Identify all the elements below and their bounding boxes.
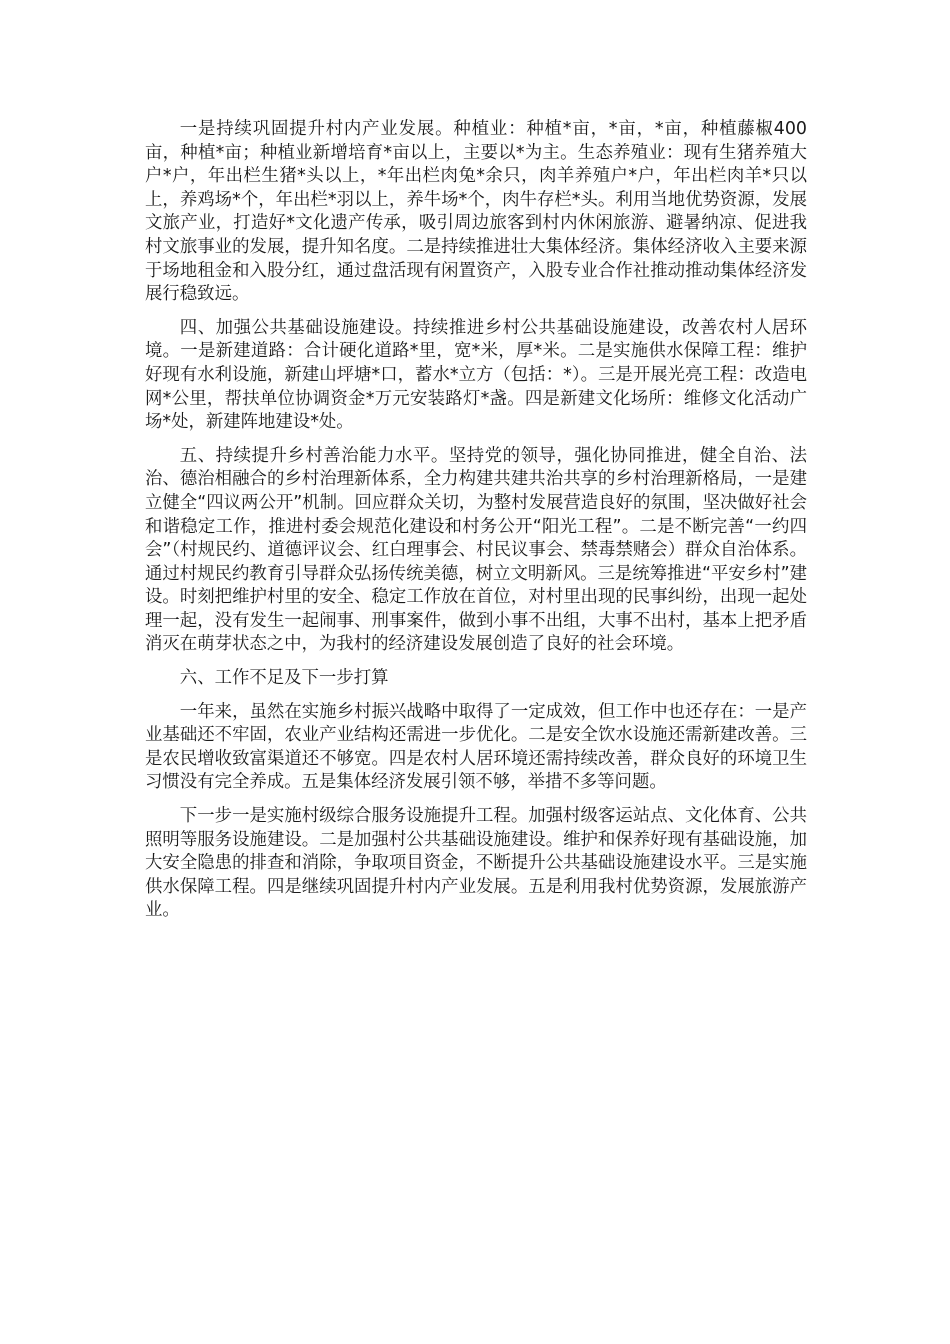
document-body xyxy=(145,118,807,933)
paragraph-public-infrastructure: 四、加强公共基础设施建设。持续推进乡村公共基础设施建设，改善农村人居环境。一是新建道路：合计硬化道路*里，宽*米，厚*米。二是实施供水保障工程：维护好现有水利设施，新建山坪塘*口，蓄水*立方（包括：*）。三是开展光亮工程：改造电网*公里，帮扶单位协调资金*万元安装路灯*盏。四是新建文化场所：维修文化活动广场*处，新建阵地建设*处。 xyxy=(145,317,807,433)
paragraph-rural-governance: 五、持续提升乡村善治能力水平。坚持党的领导，强化协同推进，健全自治、法治、德治相融合的乡村治理新体系，全力构建共建共治共享的乡村治理新格局，一是建立健全“四议两公开”机制。回应群众关切，为整村发展营造良好的氛围，坚决做好社会和谐稳定工作，推进村委会规范化建设和村务公开“阳光工程”。二是不断完善“一约四会”（村规民约、道德评议会、红白理事会、村民议事会、禁毒禁赌会）群众自治体系。通过村规民约教育引导群众弘扬传统美德，树立文明新风。三是统筹推进“平安乡村”建设。时刻把维护村里的安全、稳定工作放在首位，对村里出现的民事纠纷，出现一起处理一起，没有发生一起闹事、刑事案件，做到小事不出组，大事不出村，基本上把矛盾消灭在萌芽状态之中，为我村的经济建设发展创造了良好的社会环境。 xyxy=(145,445,807,655)
paragraph-shortcomings: 一年来，虽然在实施乡村振兴战略中取得了一定成效，但工作中也还存在：一是产业基础还不牢固，农业产业结构还需进一步优化。二是安全饮水设施还需新建改善。三是农民增收致富渠道还不够宽。四是农村人居环境还需持续改善，群众良好的环境卫生习惯没有完全养成。五是集体经济发展引领不够，举措不多等问题。 xyxy=(145,701,807,793)
paragraph-next-steps: 下一步一是实施村级综合服务设施提升工程。加强村级客运站点、文化体育、公共照明等服务设施建设。二是加强村公共基础设施建设。维护和保养好现有基础设施，加大安全隐患的排查和消除，争取项目资金，不断提升公共基础设施建设水平。三是实施供水保障工程。四是继续巩固提升村内产业发展。五是利用我村优势资源，发展旅游产业。 xyxy=(145,806,807,921)
section-heading-shortcomings: 六、工作不足及下一步打算 xyxy=(179,668,389,689)
paragraph-industry-development: 一是持续巩固提升村内产业发展。种植业：种植*亩，*亩，*亩，种植藤椒400亩，种植*亩；种植业新增培育*亩以上，主要以*为主。生态养殖业：现有生猪养殖大户*户，年出栏生猪*头以上，*年出栏肉兔*余只，肉羊养殖户*户，年出栏肉羊*只以上，养鸡场*个，年出栏*羽以上，养牛场*个，肉牛存栏*头。利用当地优势资源，发展文旅产业，打造好*文化遗产传承，吸引周边旅客到村内休闲旅游、避暑纳凉、促进我村文旅事业的发展，提升知名度。二是持续推进壮大集体经济。集体经济收入主要来源于场地租金和入股分红，通过盘活现有闲置资产，入股专业合作社推动推动集体经济发展行稳致远。 xyxy=(145,119,807,305)
